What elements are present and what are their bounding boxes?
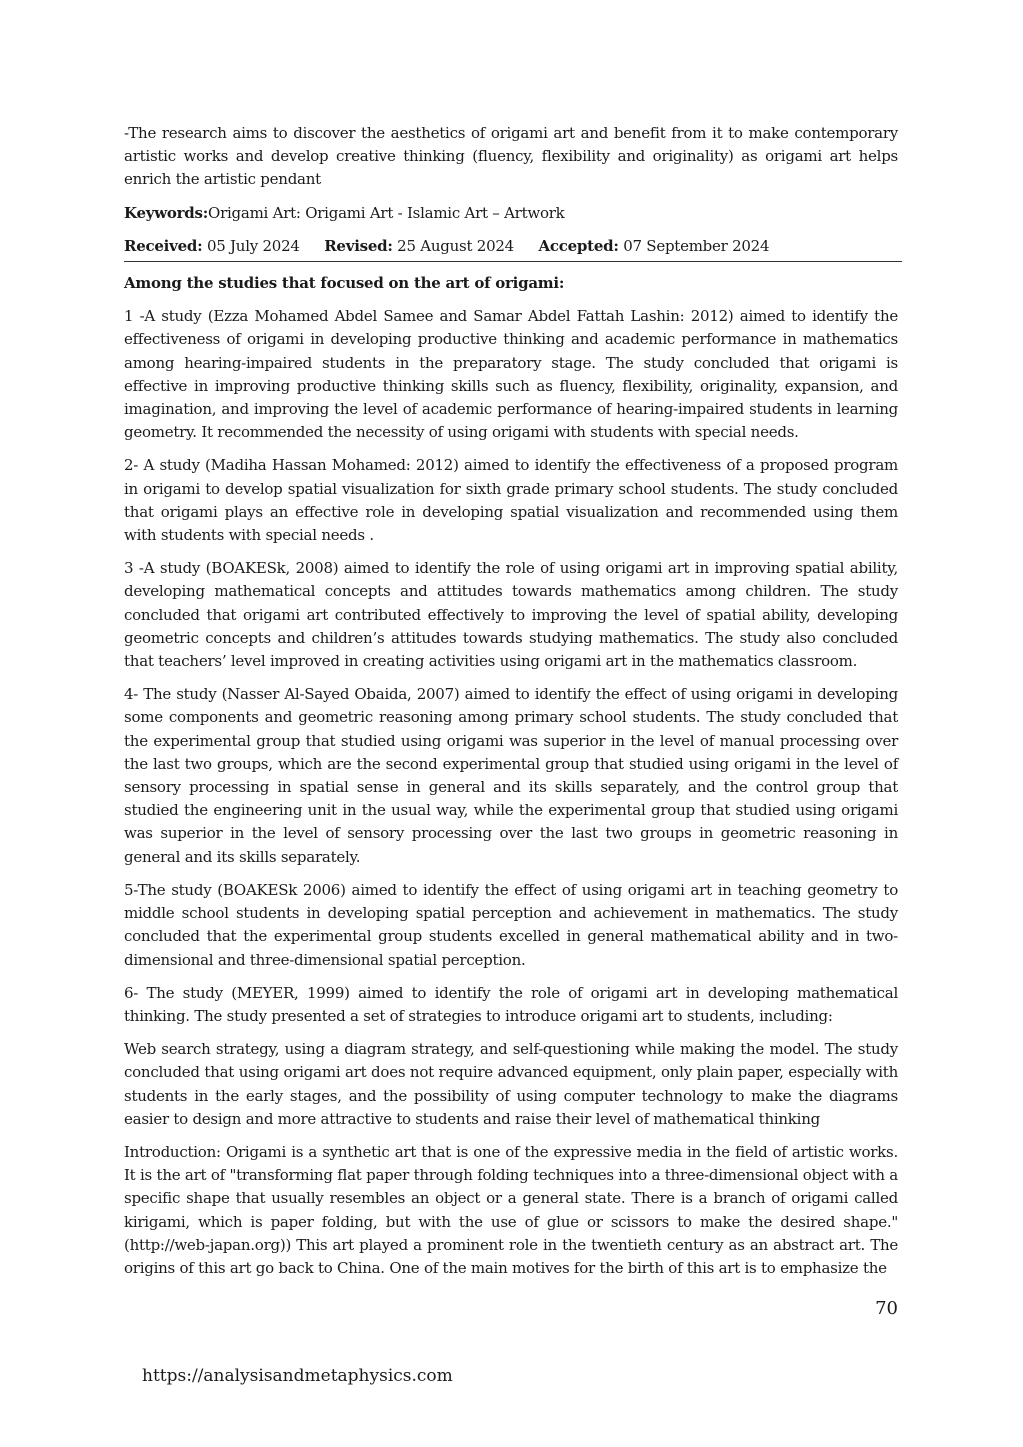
keywords-label: Keywords: <box>124 203 209 222</box>
page-number: 70 <box>875 1298 898 1319</box>
revised-value: 25 August 2024 <box>392 236 514 255</box>
article-dates-line <box>124 235 902 262</box>
study-paragraph-3: 3 -A study (BOAKESk, 2008) aimed to identify the role of using origami art in improving spatial ability, developing mathematical concepts and attitudes towards mathematics among children. The study concluded that origami art contributed effectively to improving the level of spatial ability, developing geometric concepts and children’s attitudes towards studying mathematics. The study also concluded that teachers’ level improved in creating activities using origami art in the mathematics classroom. <box>124 559 898 671</box>
keywords-line <box>124 202 898 225</box>
keywords-value: Origami Art: Origami Art - Islamic Art – Artwork <box>208 203 565 222</box>
study-paragraph-4: 4- The study (Nasser Al-Sayed Obaida, 2007) aimed to identify the effect of using origami in developing some components and geometric reasoning among primary school students. The study concluded that the experimental group that studied using origami was superior in the level of manual processing over the last two groups, which are the second experimental group that studied using origami in the level of sensory processing in spatial sense in general and its skills separately, and the control group that studied the engineering unit in the usual way, while the experimental group that studied using origami was superior in the level of sensory processing over the last two groups in geometric reasoning in general and its skills separately. <box>124 685 898 866</box>
abstract-end-paragraph: -The research aims to discover the aesthetics of origami art and benefit from it to make contemporary artistic works and develop creative thinking (fluency, flexibility and originality) as origami art helps enrich the artistic pendant <box>124 124 898 189</box>
strategies-paragraph: Web search strategy, using a diagram strategy, and self-questioning while making the model. The study concluded that using origami art does not require advanced equipment, only plain paper, especially with students in the early stages, and the possibility of using computer technology to make the diagrams easier to design and more attractive to students and raise their level of mathematical thinking <box>124 1040 898 1128</box>
page-body <box>124 122 898 1290</box>
accepted-value: 07 September 2024 <box>618 236 770 255</box>
revised-date <box>324 237 514 255</box>
accepted-label: Accepted: <box>538 236 619 255</box>
accepted-date <box>538 237 769 255</box>
received-date <box>124 237 300 255</box>
study-paragraph-1: 1 -A study (Ezza Mohamed Abdel Samee and Samar Abdel Fattah Lashin: 2012) aimed to identify the effectiveness of origami in developing productive thinking and academic performance in mathematics among hearing-impaired students in the preparatory stage. The study concluded that origami is effective in improving productive thinking skills such as fluency, flexibility, originality, expansion, and imagination, and improving the level of academic performance of hearing-impaired students in learning geometry. It recommended the necessity of using origami with students with special needs. <box>124 307 898 442</box>
revised-label: Revised: <box>324 236 393 255</box>
study-paragraph-6: 6- The study (MEYER, 1999) aimed to identify the role of origami art in developing mathematical thinking. The study presented a set of strategies to introduce origami art to students, including: <box>124 983 898 1025</box>
received-label: Received: <box>124 236 203 255</box>
footer-url-link[interactable]: https://analysisandmetaphysics.com <box>142 1366 453 1386</box>
study-paragraph-2: 2- A study (Madiha Hassan Mohamed: 2012) aimed to identify the effectiveness of a proposed program in origami to develop spatial visualization for sixth grade primary school students. The study concluded that origami plays an effective role in developing spatial visualization and recommended using them with students with special needs . <box>124 456 898 545</box>
introduction-paragraph: Introduction: Origami is a synthetic art that is one of the expressive media in the field of artistic works. It is the art of "transforming flat paper through folding techniques into a three-dimensional object with a specific shape that usually resembles an object or a general state. There is a branch of origami called kirigami, which is paper folding, but with the use of glue or scissors to make the desired shape." (http://web-japan.org)) This art played a prominent role in the twentieth century as an abstract art. The origins of this art go back to China. One of the main motives for the birth of this art is to emphasize the <box>124 1142 898 1277</box>
received-value: 05 July 2024 <box>202 236 300 255</box>
study-paragraph-5: 5-The study (BOAKESk 2006) aimed to identify the effect of using origami art in teaching geometry to middle school students in developing spatial perception and achievement in mathematics. The study concluded that the experimental group students excelled in general mathematical ability and in two-dimensional and three-dimensional spatial perception. <box>124 880 898 969</box>
section-heading: Among the studies that focused on the art of origami: <box>124 274 565 293</box>
